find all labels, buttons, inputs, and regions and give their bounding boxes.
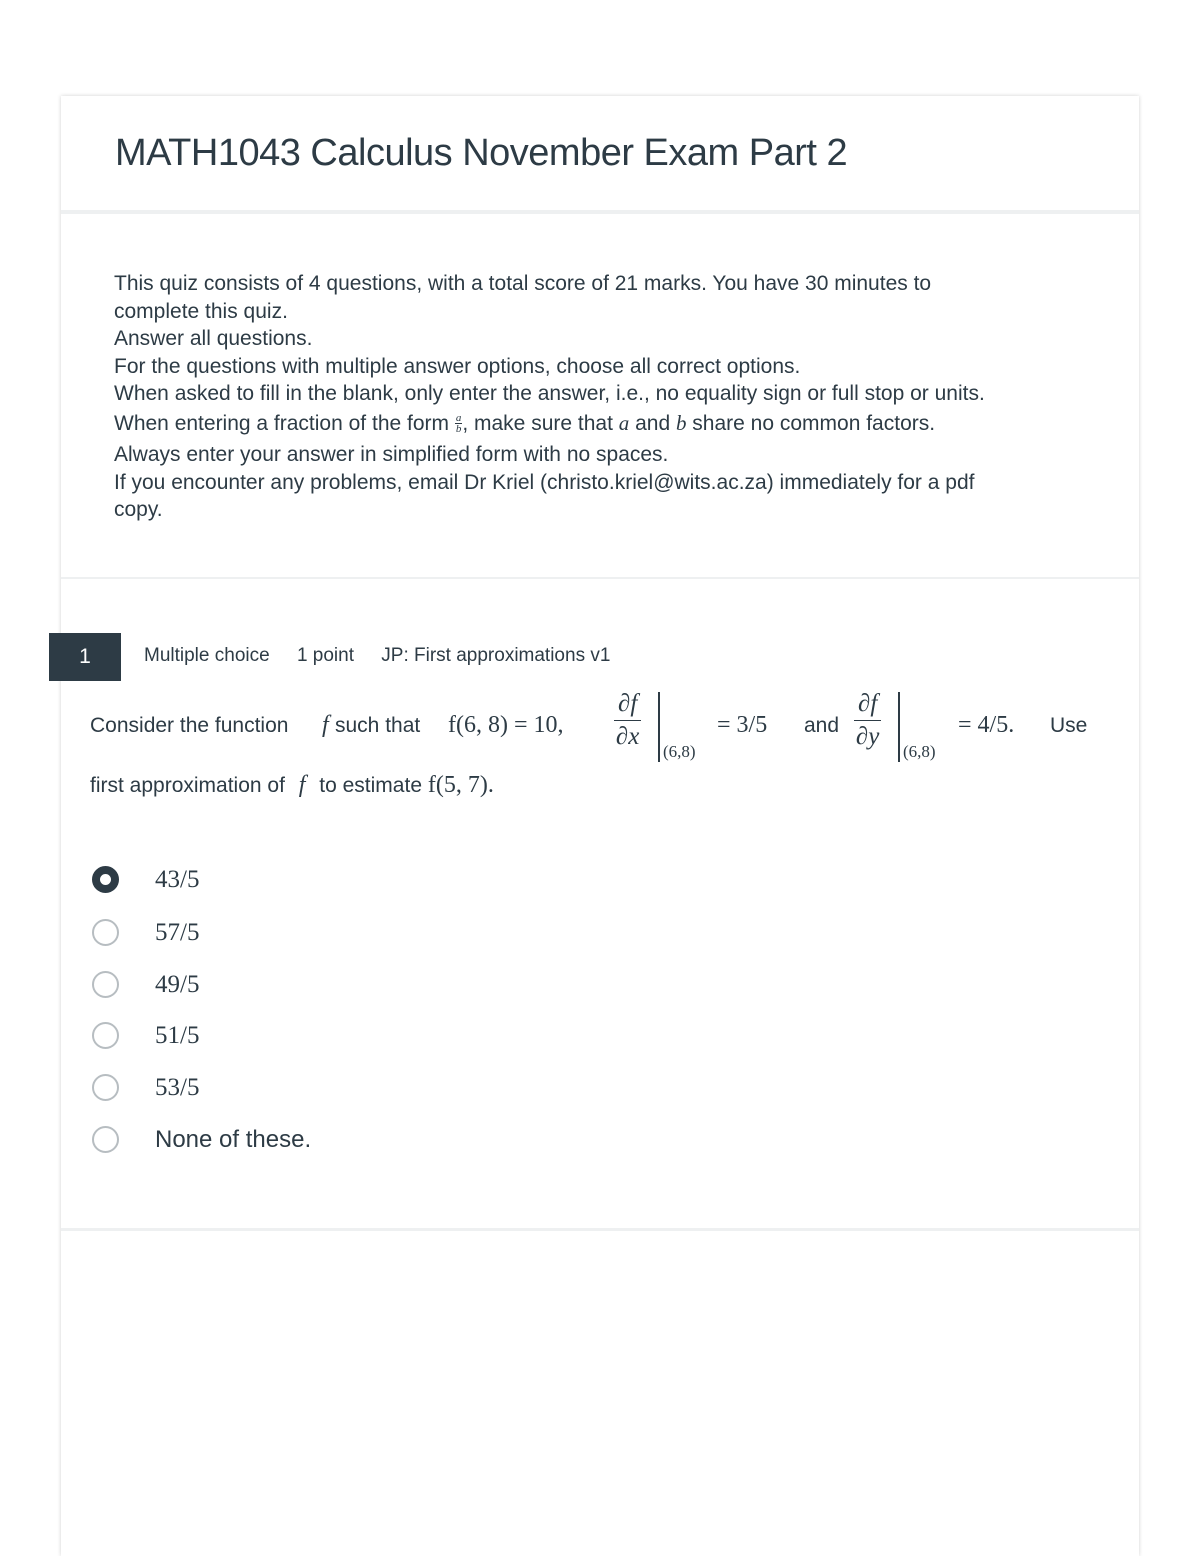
- answer-option[interactable]: [90, 1124, 690, 1160]
- question-number-badge: 1: [49, 633, 121, 681]
- radio-button[interactable]: [92, 1074, 119, 1101]
- divider: [61, 1228, 1139, 1231]
- question-points: 1 point: [296, 645, 354, 666]
- instruction-line: Always enter your answer in simplified form with no spaces.: [114, 443, 669, 466]
- instruction-text: and: [629, 411, 676, 435]
- divider: [61, 577, 1139, 579]
- question-text-part: such that: [335, 714, 421, 737]
- radio-button[interactable]: [92, 971, 119, 998]
- question-header: [144, 645, 632, 667]
- instruction-text: share no common factors.: [686, 411, 936, 435]
- evaluation-point: (6,8): [903, 742, 936, 761]
- instruction-line: [114, 410, 1074, 438]
- instruction-line: When asked to fill in the blank, only enter the answer, i.e., no equality sign or full stop or units.: [114, 382, 985, 405]
- quiz-card: [61, 96, 1139, 1556]
- instruction-line: complete this quiz.: [114, 299, 288, 323]
- answer-option-label: 49/5: [155, 971, 200, 998]
- radio-button[interactable]: [92, 1126, 119, 1153]
- answer-option-label: 43/5: [155, 866, 200, 893]
- question-tag: JP: First approximations v1: [381, 645, 611, 666]
- math-expression: f(5, 7).: [427, 772, 494, 798]
- fraction-numerator: ∂f: [854, 690, 881, 721]
- question-text-part: to estimate: [319, 774, 428, 797]
- quiz-title: MATH1043 Calculus November Exam Part 2: [115, 132, 848, 174]
- answer-option[interactable]: [90, 1020, 690, 1056]
- instruction-text: When entering a fraction of the form: [114, 411, 455, 435]
- evaluation-bar: [898, 692, 900, 762]
- instruction-line: This quiz consists of 4 questions, with a total score of 21 marks. You have 30 minutes to: [114, 272, 932, 295]
- answer-option-label: None of these.: [155, 1126, 312, 1153]
- math-variable: f: [322, 712, 329, 738]
- fraction-numerator: ∂f: [614, 690, 641, 721]
- question-text-part: Use: [1050, 714, 1088, 737]
- question-text-line-2: [90, 772, 494, 799]
- answer-option-label: 51/5: [155, 1022, 200, 1049]
- instruction-line: For the questions with multiple answer options, choose all correct options.: [114, 354, 801, 378]
- math-variable: a: [618, 410, 630, 435]
- instruction-line: copy.: [114, 498, 163, 521]
- fraction-denominator: b: [455, 423, 462, 436]
- answer-option[interactable]: [90, 1072, 690, 1108]
- answer-option-label: 53/5: [155, 1074, 200, 1101]
- answer-option[interactable]: [90, 864, 690, 900]
- question-text-part: Consider the function: [90, 714, 289, 737]
- question-type: Multiple choice: [144, 645, 270, 666]
- evaluation-bar: [658, 692, 660, 762]
- partial-derivative-y: [854, 690, 881, 751]
- quiz-instructions: [114, 270, 1074, 524]
- math-expression: = 4/5.: [958, 712, 1015, 738]
- question-text: [90, 690, 1130, 770]
- math-expression: f(6, 8) = 10,: [448, 712, 564, 738]
- instruction-text: , make sure that: [462, 411, 619, 435]
- radio-button-selected[interactable]: [92, 866, 119, 893]
- answer-option-label: 57/5: [155, 919, 200, 946]
- fraction-denominator: ∂x: [615, 723, 640, 750]
- instruction-line: Answer all questions.: [114, 327, 313, 350]
- answer-option[interactable]: [90, 969, 690, 1005]
- question-text-part: and: [804, 714, 840, 737]
- math-variable: f: [298, 772, 306, 798]
- radio-button[interactable]: [92, 1022, 119, 1049]
- partial-derivative-x: [614, 690, 641, 751]
- fraction-numerator: a: [455, 412, 462, 425]
- instruction-line: If you encounter any problems, email Dr Kriel (christo.kriel@wits.ac.za) immediately for a pdf: [114, 470, 975, 494]
- answer-option[interactable]: [90, 917, 690, 953]
- radio-button[interactable]: [92, 919, 119, 946]
- question-text-part: first approximation of: [90, 774, 291, 797]
- fraction-denominator: ∂y: [855, 723, 880, 750]
- evaluation-point: (6,8): [663, 742, 696, 761]
- divider: [61, 210, 1139, 214]
- math-variable: b: [675, 410, 687, 435]
- math-expression: = 3/5: [717, 712, 768, 738]
